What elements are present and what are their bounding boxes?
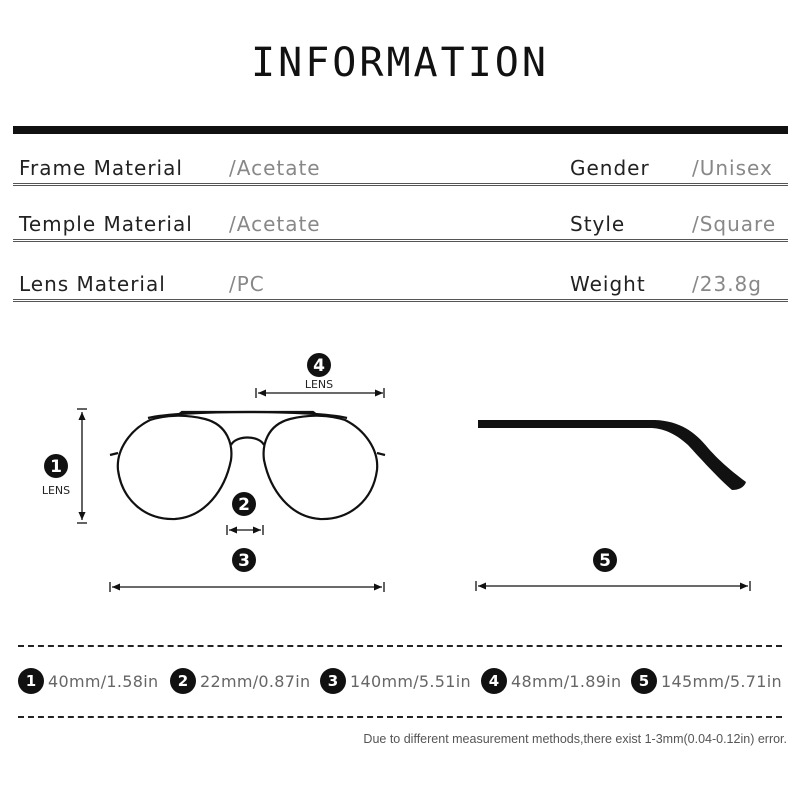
right-lens — [264, 416, 378, 519]
page-title: INFORMATION — [251, 40, 549, 86]
measurement-number: 2 — [170, 668, 196, 694]
dashed-divider-bottom — [18, 716, 782, 718]
spec-value: /Unisex — [692, 156, 773, 180]
marker-4-label: 4 — [313, 356, 325, 376]
spec-label: Style — [570, 212, 626, 236]
measurement-number: 3 — [320, 668, 346, 694]
measurement-list — [18, 668, 788, 698]
spec-value: /Acetate — [229, 156, 321, 180]
spec-label: Frame Material — [19, 156, 183, 180]
spec-value: /Square — [692, 212, 777, 236]
measurement-number: 5 — [631, 668, 657, 694]
lens-label-side: LENS — [41, 484, 71, 497]
spec-value: /Acetate — [229, 212, 321, 236]
spec-value: /23.8g — [692, 272, 762, 296]
measurement-item — [631, 668, 782, 694]
measurement-item — [481, 668, 621, 694]
measurement-number: 4 — [481, 668, 507, 694]
left-lens — [118, 416, 232, 519]
measurement-value: 145mm/5.71in — [661, 671, 782, 691]
spec-label: Gender — [570, 156, 650, 180]
spec-label: Weight — [570, 272, 646, 296]
right-endpiece — [377, 453, 385, 455]
marker-2-label: 2 — [238, 495, 250, 515]
lens-label-top: LENS — [304, 378, 334, 391]
marker-3-label: 3 — [238, 551, 250, 571]
measurement-item — [18, 668, 158, 694]
spec-label: Temple Material — [19, 212, 193, 236]
measurement-number: 1 — [18, 668, 44, 694]
bridge — [231, 438, 264, 446]
measurement-value: 40mm/1.58in — [48, 671, 159, 691]
spec-label: Lens Material — [19, 272, 166, 296]
measurement-item — [320, 668, 471, 694]
measurement-item — [170, 668, 310, 694]
measurement-value: 22mm/0.87in — [200, 671, 311, 691]
marker-1-label: 1 — [50, 457, 62, 477]
left-endpiece — [110, 453, 118, 455]
measurement-value: 140mm/5.51in — [350, 671, 471, 691]
measurement-note: Due to different measurement methods,there exist 1-3mm(0.04-0.12in) error. — [363, 732, 787, 746]
measurement-value: 48mm/1.89in — [511, 671, 622, 691]
marker-5-label: 5 — [599, 551, 611, 571]
spec-value: /PC — [229, 272, 265, 296]
temple-arm — [478, 420, 746, 490]
dashed-divider-top — [18, 645, 782, 647]
